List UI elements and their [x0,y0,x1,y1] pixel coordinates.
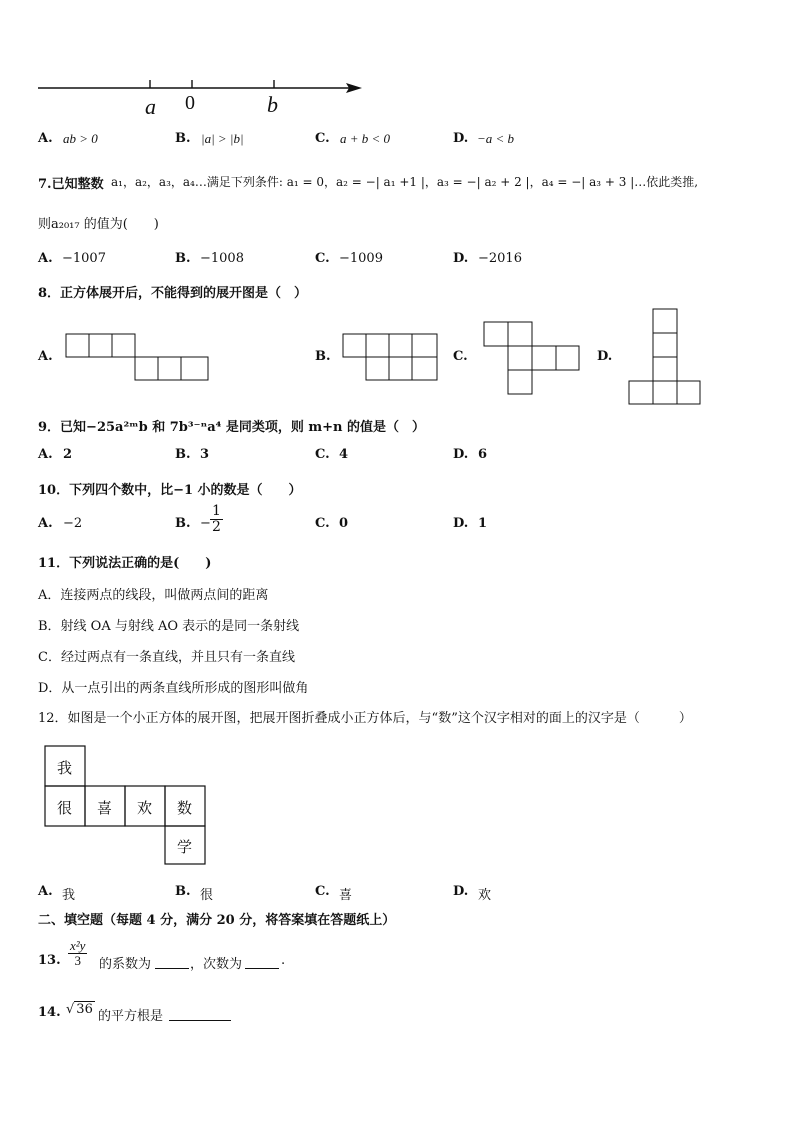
q7-option-d-text: −2016 [478,251,522,266]
q7-stem-sequence: a₁，a₂，a₃，a₄…满足下列条件: a₁ = 0，a₂ = −| a₁ +1 |，a₃ = −| a₂ + 2 |，a₄ = −| a₃ + 3 |…依此类推, [111,175,699,189]
q7-option-c-letter: C. [315,251,330,266]
q14-number: 14. [38,1005,61,1020]
q12-option-c-letter: C. [315,884,330,899]
q10-option-b-letter: B. [175,516,191,531]
q7-option-a-letter: A. [38,251,53,266]
q10-option-a-text: −2 [63,516,83,531]
q6-option-b-letter: B. [175,131,191,146]
q7-option-d-letter: D. [453,251,469,266]
q12-stem: 12．如图是一个小正方体的展开图，把展开图折叠成小正方体后，与“数”这个汉字相对的面上的汉字是（ ） [38,711,692,726]
q12-option-b-text: 很 [200,888,214,903]
q12-cell-shu: 数 [177,799,193,817]
q8-option-a-label: A. [38,349,53,364]
q9-option-b-letter: B. [175,447,191,462]
q9-option-c-letter: C. [315,447,330,462]
q6-option-c-letter: C. [315,131,330,146]
q10-option-c-letter: C. [315,516,330,531]
q10-option-a-letter: A. [38,516,53,531]
section2-title: 二、填空题（每题 4 分，满分 20 分，将答案填在答题纸上） [38,913,396,928]
q6-option-d-letter: D. [453,131,469,146]
q13-blank-coefficient[interactable] [155,953,189,969]
q14-sqrt [66,1002,95,1017]
q12-option-b-letter: B. [175,884,191,899]
q8-option-c-label: C. [453,349,468,364]
q6-option-a-letter: A. [38,131,53,146]
q9-option-d-text: 6 [478,447,488,462]
q14-radicand: 36 [76,1002,93,1017]
q10-option-d-text: 1 [478,516,488,531]
q9-option-c-text: 4 [339,447,349,462]
q13-fraction [68,939,87,969]
q12-cell-xue: 学 [177,838,193,856]
number-line-label-a: a [145,94,156,119]
q9-option-a-letter: A. [38,447,53,462]
q11-option-b: B．射线 OA 与射线 AO 表示的是同一条射线 [38,619,300,634]
q9-option-a-text: 2 [63,447,73,462]
q6-option-d-text: −a < b [477,131,515,146]
q7-stem-line2: 则a₂₀₁₇ 的值为( ) [38,217,159,232]
q13-blank-degree[interactable] [245,953,279,969]
q9-option-d-letter: D. [453,447,469,462]
q7-stem-prefix: 7.已知整数 [38,177,104,192]
q14-answer-blank[interactable] [169,1005,231,1021]
q14-text: 的平方根是 [98,1009,164,1024]
q12-option-c-text: 喜 [339,888,353,903]
q10-option-c-text: 0 [339,516,349,531]
q7-option-b-letter: B. [175,251,191,266]
q6-option-b-text: |a| > |b| [201,131,244,146]
q13-denominator: 3 [74,953,81,969]
q8-stem: 8．正方体展开后，不能得到的展开图是（ ） [38,286,308,301]
q11-option-d: D．从一点引出的两条直线所形成的图形叫做角 [38,681,309,696]
q7-option-c-text: −1009 [339,251,383,266]
q9-option-b-text: 3 [200,447,210,462]
q10-option-b-denominator: 2 [212,519,221,536]
q7-option-a-text: −1007 [62,251,106,266]
q13-numerator: x²y [70,938,86,953]
q12-option-d-letter: D. [453,884,469,899]
q12-cell-hen: 很 [57,799,73,817]
number-line-label-b: b [267,92,278,117]
q8-option-b-label: B. [315,349,331,364]
q12-cell-xi: 喜 [97,799,113,817]
q10-option-b-numerator: 1 [212,503,221,519]
q12-option-d-text: 欢 [478,888,492,903]
q13-text-degree: ，次数为 [190,957,243,972]
q12-option-a-letter: A. [38,884,53,899]
q9-stem: 9．已知−25a²ᵐb 和 7b³⁻ⁿa⁴ 是同类项，则 m+n 的值是（ ） [38,420,425,435]
q12-cell-huan: 欢 [137,799,153,817]
q11-stem: 11．下列说法正确的是( ) [38,556,212,571]
q13-end: . [281,953,286,968]
q12-option-a-text: 我 [62,888,76,903]
q10-option-d-letter: D. [453,516,469,531]
q8-option-d-label: D. [597,349,613,364]
q10-stem: 10．下列四个数中，比−1 小的数是（ ） [38,483,302,498]
q12-cell-wo: 我 [57,759,73,777]
q11-option-a: A．连接两点的线段，叫做两点间的距离 [38,588,269,603]
q6-option-c-text: a + b < 0 [340,131,391,146]
q11-option-c: C．经过两点有一条直线，并且只有一条直线 [38,650,295,665]
q13-text-coefficient: 的系数为 [99,957,152,972]
q7-option-b-text: −1008 [200,251,244,266]
q6-option-a-text: ab > 0 [63,131,98,146]
number-line-label-0: 0 [185,92,195,114]
q13-number: 13. [38,953,61,968]
q14-radical-sign: √ [66,1002,75,1017]
q10-option-b-sign: − [200,516,211,531]
